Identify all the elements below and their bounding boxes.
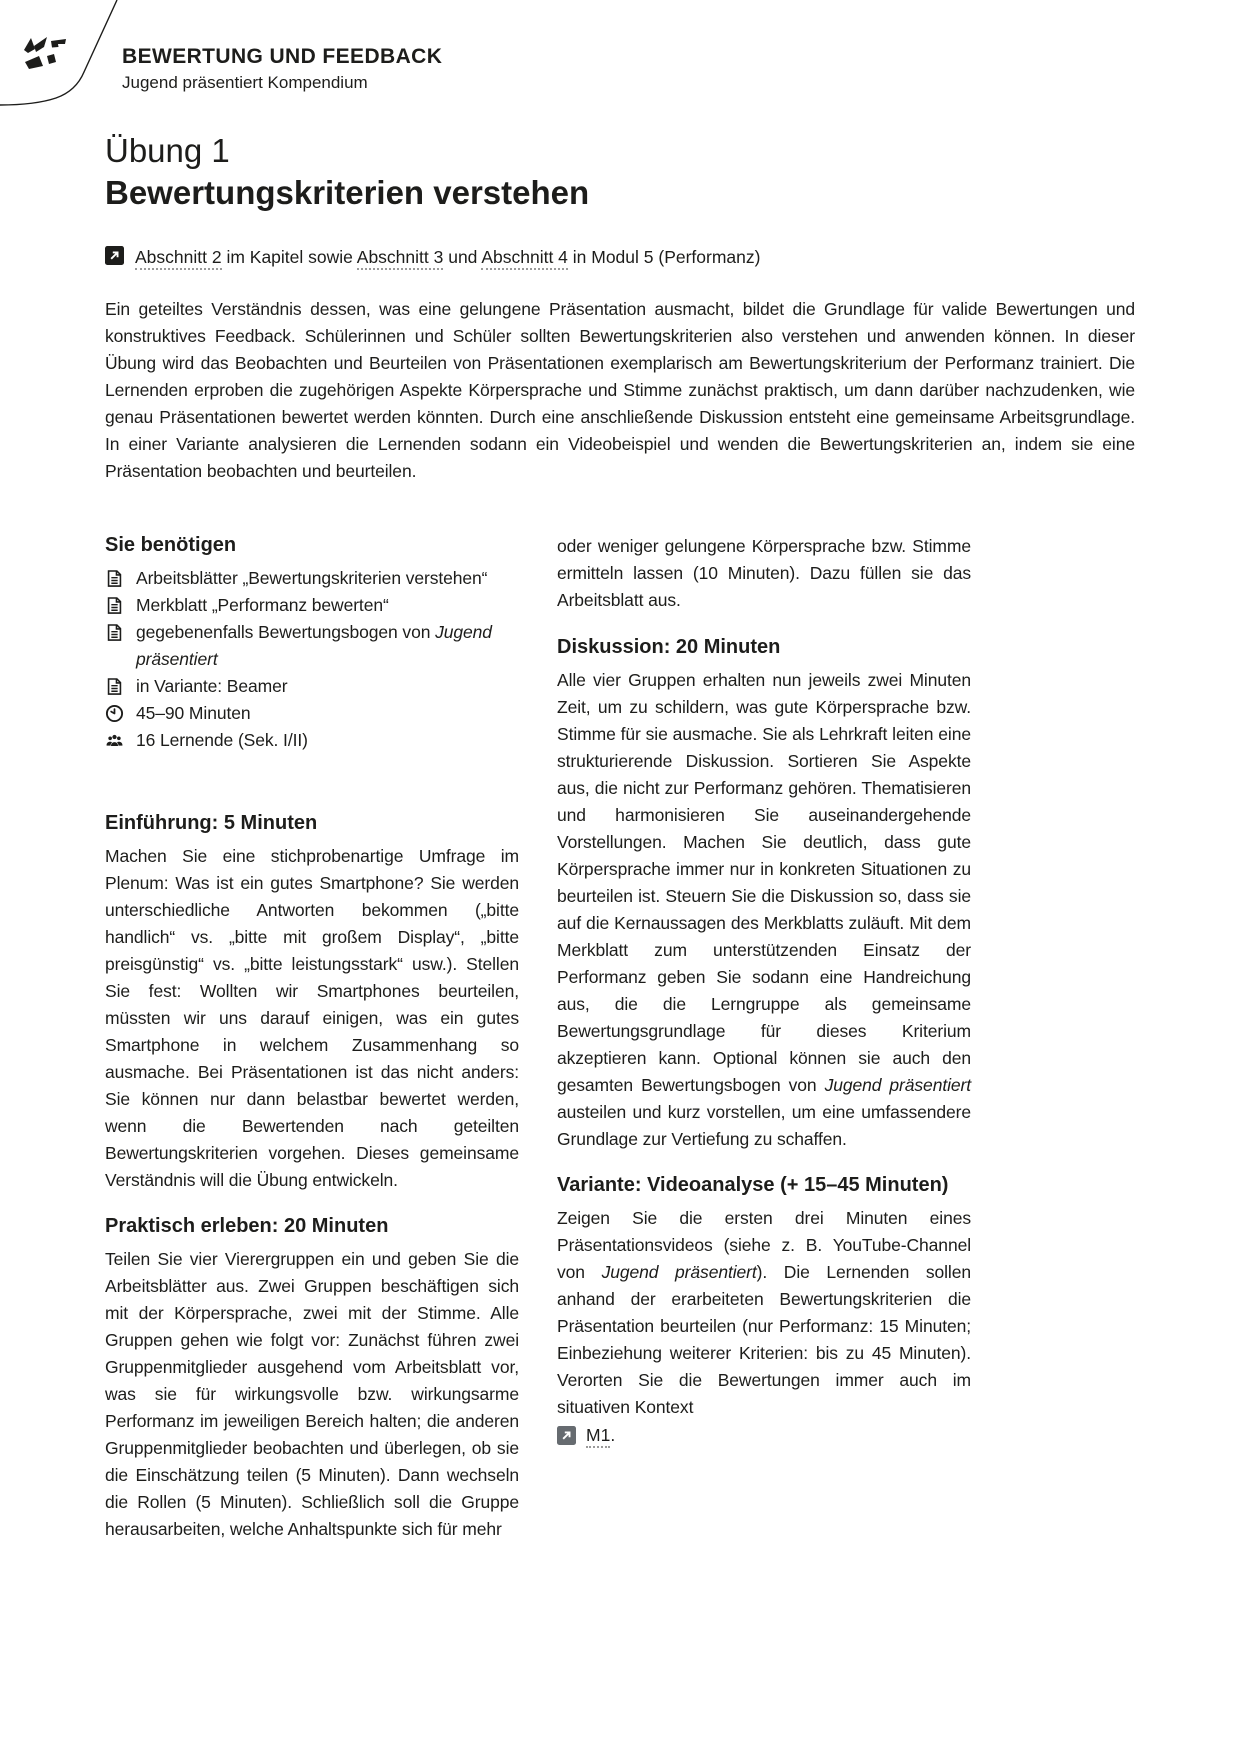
materials-item xyxy=(105,619,519,673)
chapter-reference xyxy=(105,245,1135,269)
title-main: Bewertungskriterien verstehen xyxy=(105,174,590,211)
materials-item xyxy=(105,727,519,754)
section-einfuehrung xyxy=(105,811,519,1194)
text-run: und xyxy=(443,247,482,267)
diskussion-body xyxy=(557,667,971,1153)
variante-body xyxy=(557,1205,971,1421)
materials-item-label xyxy=(136,592,389,619)
materials-item xyxy=(105,565,519,592)
page-header xyxy=(0,0,1241,94)
praktisch-heading: Praktisch erleben: 20 Minuten xyxy=(105,1215,389,1237)
italic-text: Jugend präsentiert xyxy=(824,1075,971,1095)
materials-item-label xyxy=(136,619,519,673)
text-run: in Variante: Beamer xyxy=(136,676,288,696)
two-column-layout xyxy=(105,533,1135,1543)
text-run: gegebenenfalls Bewertungsbogen von xyxy=(136,622,436,642)
group-icon xyxy=(105,731,124,750)
document-icon xyxy=(105,677,124,696)
materials-heading: Sie benötigen xyxy=(105,534,237,556)
text-run: im Kapitel sowie xyxy=(221,247,357,267)
einfuehrung-heading: Einführung: 5 Minuten xyxy=(105,812,318,834)
materials-item-label xyxy=(136,673,287,700)
clock-icon xyxy=(105,704,124,723)
materials-list xyxy=(105,565,519,754)
section-variante xyxy=(557,1173,971,1449)
variante-heading: Variante: Videoanalyse (+ 15–45 Minuten) xyxy=(557,1174,949,1196)
materials-item xyxy=(105,592,519,619)
praktisch-continuation: oder weniger gelungene Körpersprache bzw. Stimme ermitteln lassen (10 Minuten). Dazu füllen sie das Arbeitsblatt aus. xyxy=(557,536,971,610)
section-diskussion xyxy=(557,635,971,1153)
diskussion-heading: Diskussion: 20 Minuten xyxy=(557,636,781,658)
text-run: austeilen und kurz vorstellen, um eine umfassendere Grundlage zur Vertiefung zu schaffen. xyxy=(557,1102,971,1149)
m1-reference-text xyxy=(586,1422,615,1449)
link-arrow-icon xyxy=(557,1426,576,1445)
text-run: Arbeitsblätter „Bewertungskriterien verstehen“ xyxy=(136,568,488,588)
reference-link[interactable]: Abschnitt 2 xyxy=(135,247,222,270)
m1-reference-row xyxy=(557,1422,971,1449)
materials-item xyxy=(105,700,519,727)
praktisch-body: Teilen Sie vier Vierergruppen ein und geben Sie die Arbeitsblätter aus. Zwei Gruppen beschäftigen sich mit der Körpersprache, zwei mit der Stimme. Alle Gruppen gehen wie folgt vor: Zunächst führen zwei Gruppenmitglieder ausgehend vom Arbeitsblatt vor, was sie für wirkungsvolle bzw. wirkungsarme Performanz im jeweiligen Bereich halten; die anderen Gruppenmitglieder beobachten und überlegen, ob sie die Einschätzung teilen (5 Minuten). Dann wechseln die Rollen (5 Minuten). Schließlich soll die Gruppe herausarbeiten, welche Anhaltspunkte sich für mehr xyxy=(105,1249,519,1539)
jugend-praesentiert-logo xyxy=(20,34,68,82)
text-run: 45–90 Minuten xyxy=(136,703,251,723)
materials-item-label xyxy=(136,700,250,727)
text-run: . xyxy=(610,1425,616,1445)
text-run: Alle vier Gruppen erhalten nun jeweils zwei Minuten Zeit, um zu schildern, was gute Körpersprache bzw. Stimme für sie ausmache. Sie als Lehrkraft leiten eine strukturierende Diskussion. Sortieren Sie Aspekte aus, die nicht zur Performanz gehören. Thematisieren und harmonisieren Sie auseinandergehende Vorstellungen. Machen Sie deutlich, dass gute Körpersprache immer nur in konkreten Situationen zu beurteilen ist. Steuern Sie die Diskussion so, dass sie auf die Kernaussagen des Merkblatts zuläuft. Mit dem Merkblatt zum unterstützenden Einsatz der Performanz geben Sie sodann eine Handreichung aus, die die Lerngruppe als gemeinsame Bewertungsgrundlage für dieses Kriterium akzeptieren kann. Optional können sie auch den gesamten Bewertungsbogen von xyxy=(557,670,971,1095)
reference-link[interactable]: M1 xyxy=(586,1425,610,1448)
link-arrow-icon xyxy=(105,246,124,265)
einfuehrung-body: Machen Sie eine stichprobenartige Umfrage im Plenum: Was ist ein gutes Smartphone? Sie werden unterschiedliche Antworten bekommen („bitte handlich“ vs. „bitte mit großem Display“, „bitte preisgünstig“ vs. „bitte leistungsstark“ usw.). Stellen Sie fest: Wollten wir Smartphones beurteilen, müssten wir uns darauf einigen, was ein gutes Smartphone in welchem Zusammenhang so ausmache. Bei Präsentationen ist das nicht anders: Sie können nur dann belastbar bewertet werden, wenn die Bewertenden nach geteilten Bewertungskriterien vorgehen. Dieses gemeinsame Verständnis will die Übung entwickeln. xyxy=(105,846,519,1190)
header-subtitle: Jugend präsentiert Kompendium xyxy=(122,73,368,92)
materials-section xyxy=(105,533,519,754)
document-icon xyxy=(105,596,124,615)
page-title xyxy=(105,130,1135,214)
section-praktisch xyxy=(105,1214,519,1543)
text-run: 16 Lernende (Sek. I/II) xyxy=(136,730,308,750)
text-run: ). Die Lernenden sollen anhand der erarbeiteten Bewertungskriterien die Präsentation beurteilen (nur Performanz: 15 Minuten; Einbeziehung weiterer Kriterien: bis zu 45 Minuten). Verorten Sie die Bewertungen immer auch im situativen Kontext xyxy=(557,1262,971,1417)
reference-link[interactable]: Abschnitt 3 xyxy=(357,247,444,270)
text-run: Zeigen Sie die ersten drei Minuten eines Präsentationsvideos (siehe z. B. YouTube-Channel von xyxy=(557,1208,971,1282)
document-icon xyxy=(105,569,124,588)
italic-text: Jugend präsentiert xyxy=(601,1262,757,1282)
materials-item xyxy=(105,673,519,700)
right-column xyxy=(557,533,971,1449)
reference-link[interactable]: Abschnitt 4 xyxy=(481,247,568,270)
chapter-reference-text xyxy=(135,245,760,269)
materials-item-label xyxy=(136,727,308,754)
left-column xyxy=(105,533,519,1543)
intro-paragraph: Ein geteiltes Verständnis dessen, was eine gelungene Präsentation ausmacht, bildet die Grundlage für valide Bewertungen und konstruktives Feedback. Schülerinnen und Schüler sollten Bewertungskriterien also verstehen und anwenden können. In dieser Übung wird das Beobachten und Beurteilen von Präsentationen exemplarisch am Bewertungskriterium der Performanz trainiert. Die Lernenden erproben die zugehörigen Aspekte Körpersprache und Stimme zunächst praktisch, um dann darüber nachzudenken, wie genau Präsentationen bewertet werden könnten. Durch eine anschließende Diskussion entsteht eine gemeinsame Arbeitsgrundlage. In einer Variante analysieren die Lernenden sodann ein Videobeispiel und wenden die Bewertungskriterien an, indem sie eine Präsentation beobachten und beurteilen. xyxy=(105,299,1135,481)
page-content xyxy=(0,130,1241,1543)
italic-text: Jugend präsentiert xyxy=(136,622,492,669)
text-run: Merkblatt „Performanz bewerten“ xyxy=(136,595,389,615)
title-kicker: Übung 1 xyxy=(105,132,230,169)
document-icon xyxy=(105,623,124,642)
materials-item-label xyxy=(136,565,487,592)
text-run: in Modul 5 (Performanz) xyxy=(567,247,761,267)
header-category: BEWERTUNG UND FEEDBACK xyxy=(122,45,443,68)
